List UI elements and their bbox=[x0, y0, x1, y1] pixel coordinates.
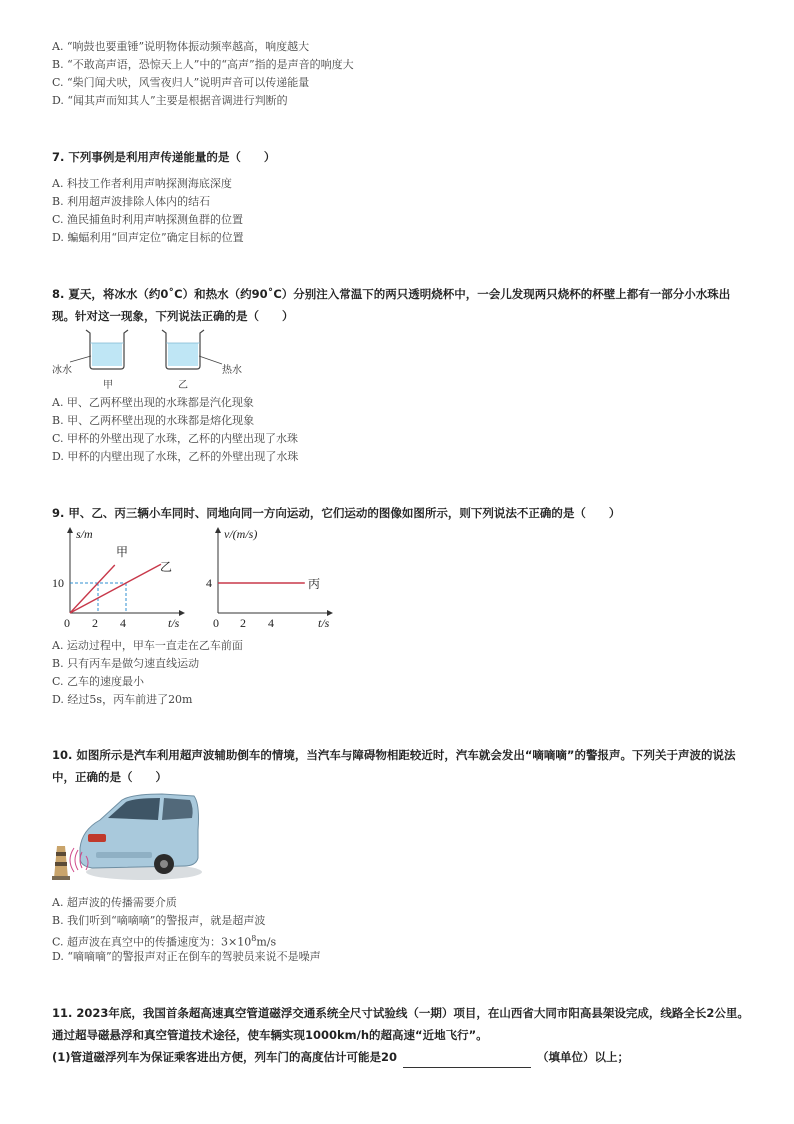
st-line-jia bbox=[70, 565, 115, 613]
vt-xtick-4: 4 bbox=[268, 616, 274, 630]
q9-stem: 9. 甲、乙、丙三辆小车同时、同地向同一方向运动，它们运动的图像如图所示，则下列说法不正确的是（ ） bbox=[52, 506, 621, 520]
q7-option-a[interactable]: A. 科技工作者利用声呐探测海底深度 bbox=[52, 177, 232, 190]
q8-stem: 8. 夏天，将冰水（约0˚C）和热水（约90˚C）分别注入常温下的两只透明烧杯中，一会儿发现两只烧杯的杯壁上都有一部分小水珠出现。针对这一现象，下列说法正确的是（ ） bbox=[52, 287, 731, 323]
label-ice-water: 冰水 bbox=[52, 365, 72, 376]
st-xtick-4: 4 bbox=[120, 616, 126, 630]
q7-option-d[interactable]: D. 蝙蝠利用“回声定位”确定目标的位置 bbox=[52, 231, 244, 244]
q6-option-d[interactable]: D. “闻其声而知其人”主要是根据音调进行判断的 bbox=[52, 94, 288, 107]
caption-yi: 乙 bbox=[178, 380, 188, 391]
vt-graph bbox=[202, 524, 342, 632]
st-ytick: 10 bbox=[52, 576, 64, 590]
st-ylabel: s/m bbox=[76, 527, 93, 541]
st-line-jia-label: 甲 bbox=[116, 545, 129, 559]
q9-option-b[interactable]: B. 只有丙车是做匀速直线运动 bbox=[52, 657, 200, 670]
leader-line bbox=[70, 356, 91, 362]
st-line-yi-label: 乙 bbox=[160, 560, 173, 574]
q6-option-a[interactable]: A. “响鼓也要重锤”说明物体振动频率越高，响度越大 bbox=[52, 40, 310, 53]
q11-sub1-suffix: （填单位）以上； bbox=[537, 1050, 630, 1064]
st-xtick-2: 2 bbox=[92, 616, 98, 630]
q11-sub1-blank[interactable] bbox=[403, 1055, 531, 1068]
vt-line-bing-label: 丙 bbox=[308, 577, 321, 591]
q10-option-d[interactable]: D. “嘀嘀嘀”的警报声对正在倒车的驾驶员来说不是噪声 bbox=[52, 950, 321, 963]
q7-stem: 7. 下列事例是利用声传递能量的是（ ） bbox=[52, 150, 276, 164]
q10-stem: 10. 如图所示是汽车利用超声波辅助倒车的情境，当汽车与障碍物相距较近时，汽车就会发出“嘀嘀嘀”的警报声。下列关于声波的说法中，正确的是（ ） bbox=[52, 748, 736, 784]
q10-option-b[interactable]: B. 我们听到“嘀嘀嘀”的警报声，就是超声波 bbox=[52, 914, 266, 927]
st-graph bbox=[50, 524, 190, 632]
q9-option-a[interactable]: A. 运动过程中，甲车一直走在乙车前面 bbox=[52, 639, 243, 652]
q7-option-c[interactable]: C. 渔民捕鱼时利用声呐探测鱼群的位置 bbox=[52, 213, 244, 226]
q8-option-d[interactable]: D. 甲杯的内壁出现了水珠，乙杯的外壁出现了水珠 bbox=[52, 450, 299, 463]
reversing-car-figure bbox=[52, 790, 202, 890]
q10-option-a[interactable]: A. 超声波的传播需要介质 bbox=[52, 896, 177, 909]
caption-jia: 甲 bbox=[103, 380, 113, 391]
q8-option-a[interactable]: A. 甲、乙两杯壁出现的水珠都是汽化现象 bbox=[52, 396, 254, 409]
beakers-figure bbox=[52, 326, 252, 390]
obstacle-cone bbox=[52, 846, 70, 880]
vt-ylabel: v/(m/s) bbox=[224, 527, 258, 541]
q10-option-c-prefix: C. 超声波在真空中的传播速度为：3×10 bbox=[52, 935, 252, 949]
q9-option-d[interactable]: D. 经过5s，丙车前进了20m bbox=[52, 693, 193, 706]
beakers-svg bbox=[52, 326, 252, 390]
q10-option-c-suffix: m/s bbox=[256, 935, 277, 949]
q10-option-c-exponent: 8 bbox=[251, 934, 257, 943]
q8-option-c[interactable]: C. 甲杯的外壁出现了水珠，乙杯的内壁出现了水珠 bbox=[52, 432, 299, 445]
st-xlabel: t/s bbox=[168, 616, 180, 630]
beaker-jia-water bbox=[92, 343, 122, 366]
st-origin: 0 bbox=[64, 616, 70, 630]
q10-option-c[interactable] bbox=[52, 932, 276, 950]
q6-option-b[interactable]: B. “不敢高声语，恐惊天上人”中的“高声”指的是声音的响度大 bbox=[52, 58, 354, 71]
vt-origin: 0 bbox=[213, 616, 219, 630]
leader-line bbox=[199, 356, 222, 364]
q8-option-b[interactable]: B. 甲、乙两杯壁出现的水珠都是熔化现象 bbox=[52, 414, 255, 427]
q9-option-c[interactable]: C. 乙车的速度最小 bbox=[52, 675, 145, 688]
car-bumper bbox=[96, 852, 152, 858]
st-line-yi bbox=[70, 564, 161, 613]
car bbox=[80, 794, 199, 874]
vt-xlabel: t/s bbox=[318, 616, 330, 630]
beaker-yi bbox=[162, 330, 222, 369]
q6-option-c[interactable]: C. “柴门闻犬吠，风雪夜归人”说明声音可以传递能量 bbox=[52, 76, 310, 89]
label-hot-water: 热水 bbox=[222, 365, 242, 376]
vt-ytick: 4 bbox=[206, 576, 212, 590]
q11-sub1 bbox=[52, 1046, 752, 1068]
car-tail-light bbox=[88, 834, 106, 842]
beaker-yi-water bbox=[168, 343, 198, 366]
q7-option-b[interactable]: B. 利用超声波排除人体内的结石 bbox=[52, 195, 211, 208]
car-side-window bbox=[162, 798, 193, 820]
q11-sub1-prefix: (1)管道磁浮列车为保证乘客进出方便，列车门的高度估计可能是20 bbox=[52, 1050, 398, 1064]
vt-xtick-2: 2 bbox=[240, 616, 246, 630]
beaker-jia bbox=[70, 330, 128, 369]
q11-stem: 11. 2023年底，我国首条超高速真空管道磁浮交通系统全尺寸试验线（一期）项目，在山西省大同市阳高县架设完成，线路全长2公里。通过超导磁悬浮和真空管道技术途径，使车辆实现1000km/h的超高速“近地飞行”。 bbox=[52, 1006, 749, 1042]
